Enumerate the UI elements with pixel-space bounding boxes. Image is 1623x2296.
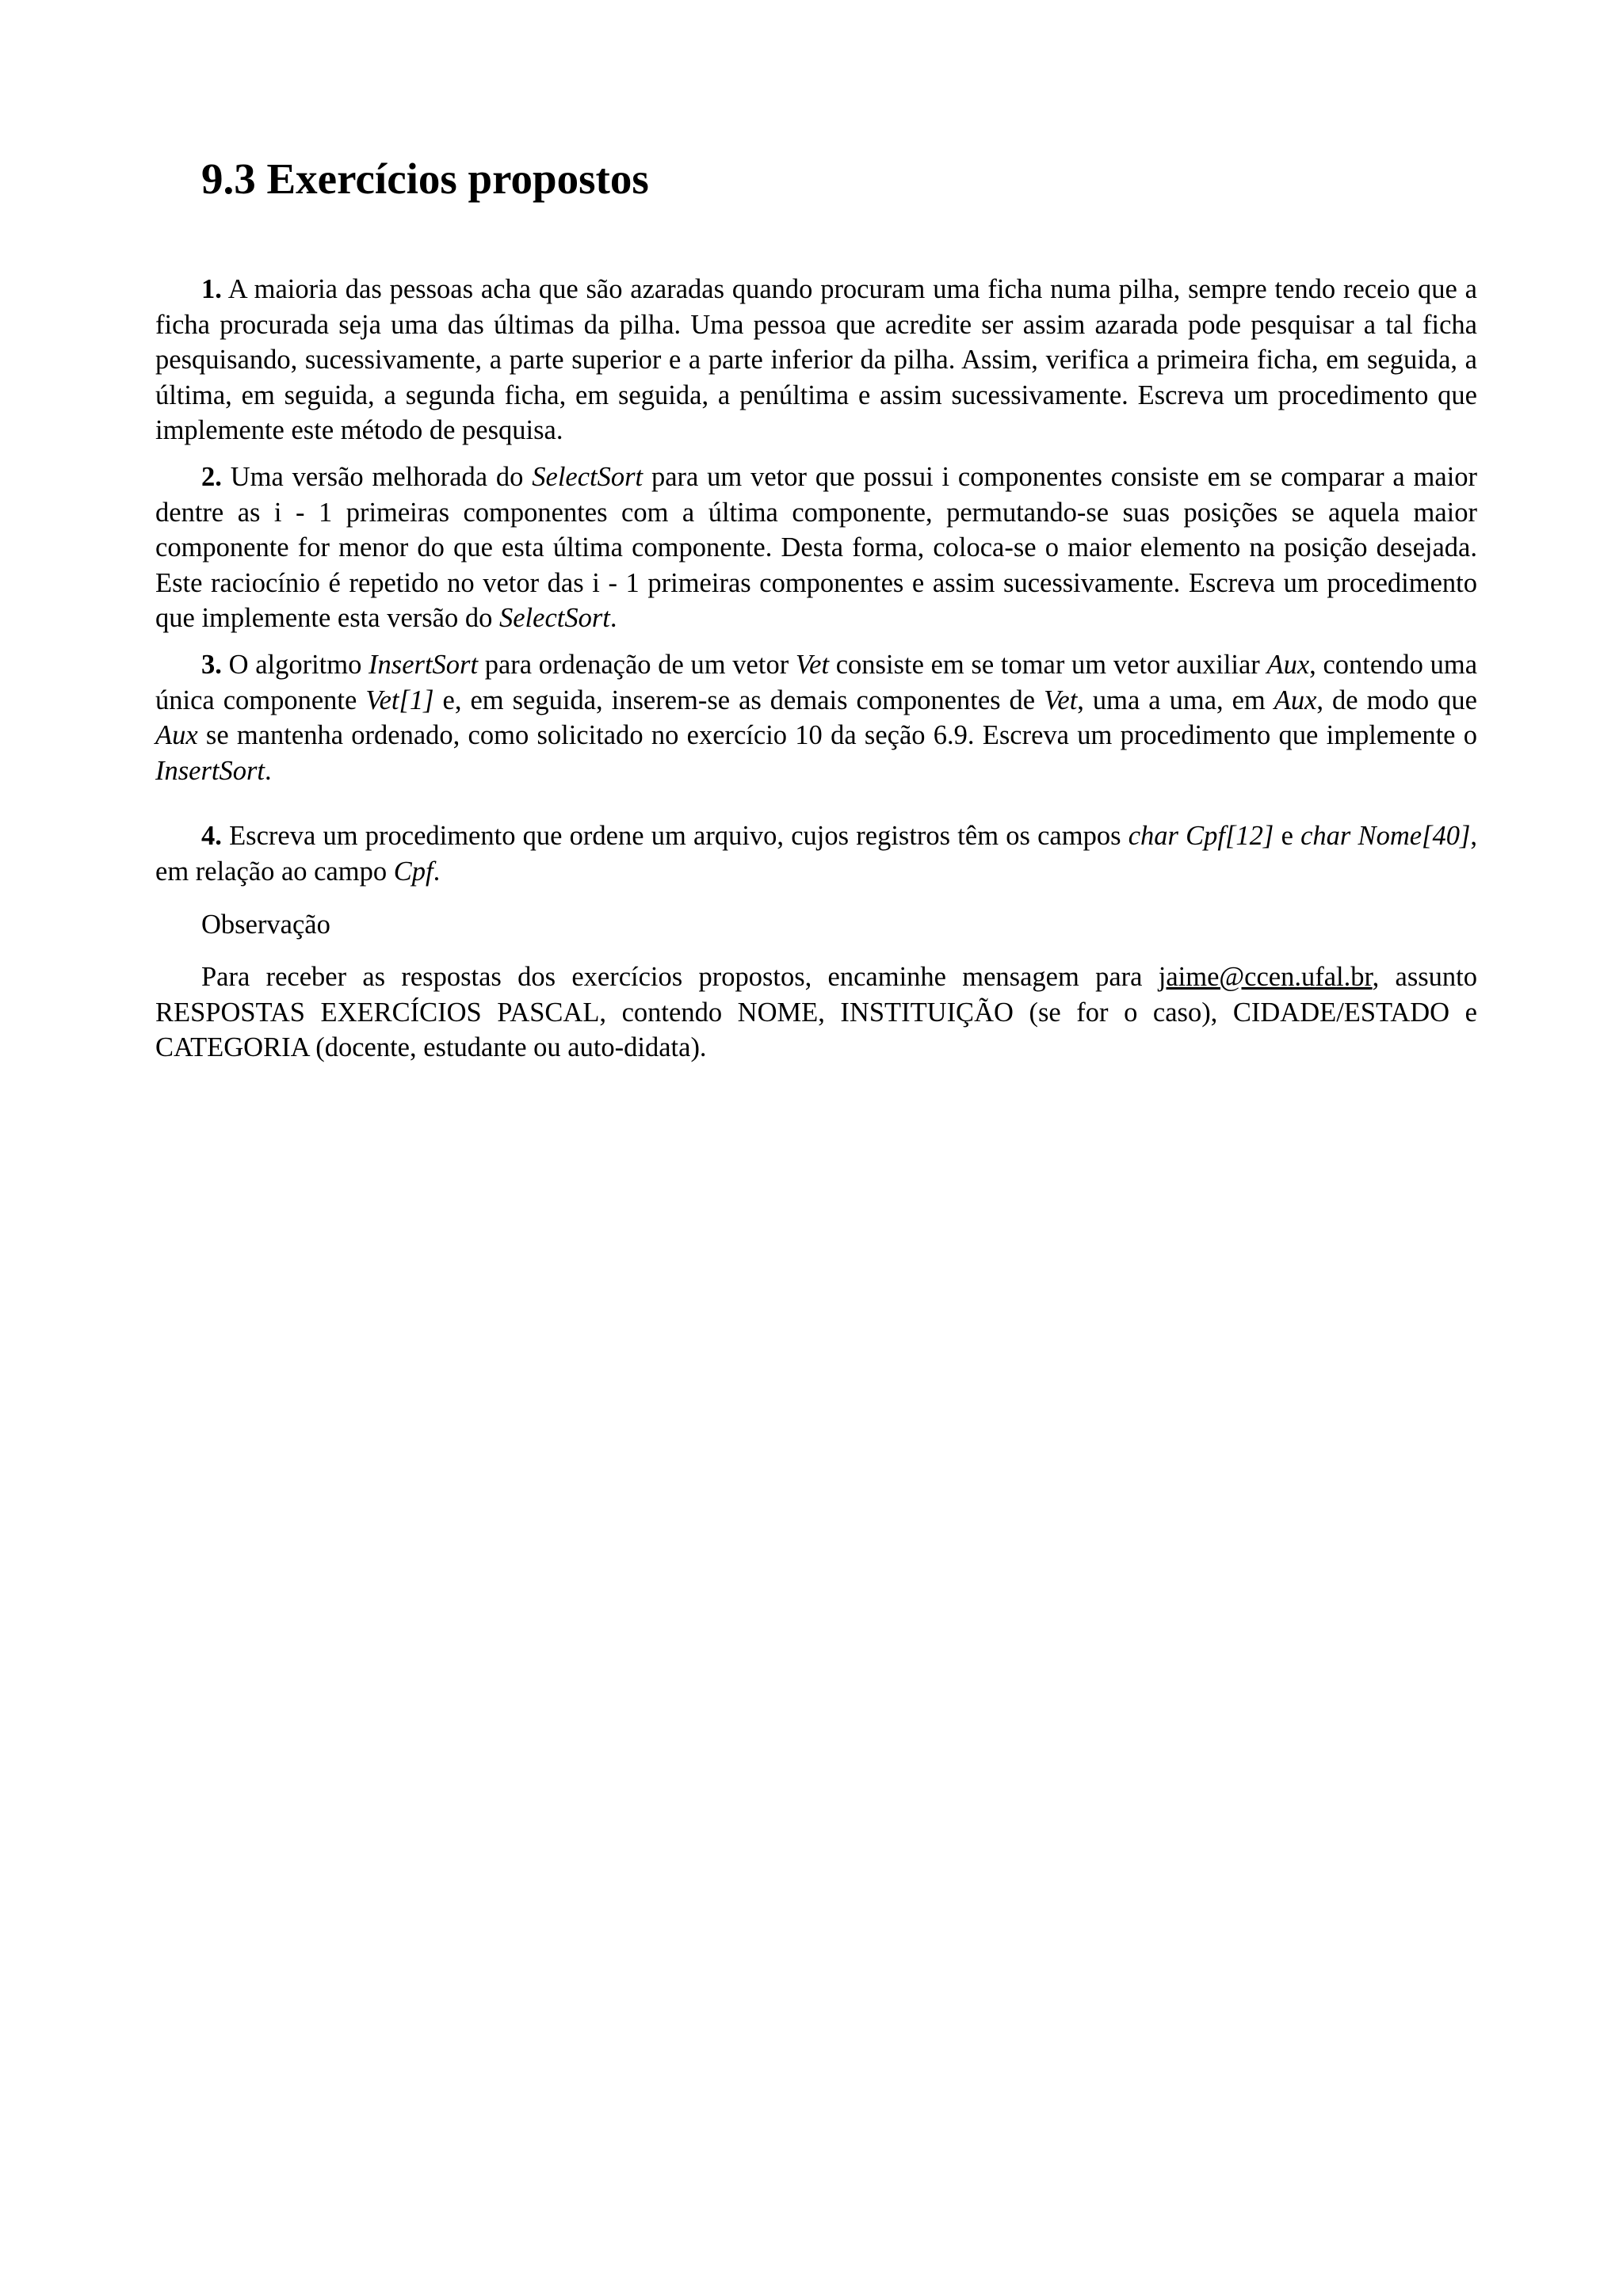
exercise-list <box>155 272 1477 1066</box>
variable-name: Aux <box>155 720 198 751</box>
exercise-text: , em relação ao campo <box>155 821 1478 887</box>
exercise-text: A maioria das pessoas acha que são azaradas quando procuram uma ficha numa pilha, sempre tendo receio que a ficha procurada seja uma das últimas da pilha. Uma pessoa que acredite ser assim azarada pode pesquisar a tal ficha pesquisando, sucessivamente, a parte superior e a parte inferior da pilha. Assim, verifica a primeira ficha, em seguida, a última, em seguida, a segunda ficha, em seguida, a penúltima e assim sucessivamente. Escreva um procedimento que implemente este método de pesquisa. <box>155 274 1477 446</box>
field-declaration: char Nome[40] <box>1300 821 1471 852</box>
exercise-text: consiste em se tomar um vetor auxiliar <box>829 649 1267 680</box>
exercise-text: para ordenação de um vetor <box>478 649 796 680</box>
exercise-text: , uma a uma, em <box>1077 685 1274 715</box>
exercise-text: e <box>1274 821 1301 852</box>
exercise-2 <box>155 460 1477 636</box>
exercise-text: se mantenha ordenado, como solicitado no exercício 10 da seção 6.9. Escreva um procedimento que implemente o <box>197 720 1477 751</box>
exercise-text: e, em seguida, inserem-se as demais componentes de <box>433 685 1044 715</box>
observation-label: Observação <box>201 909 330 940</box>
algorithm-name: SelectSort <box>532 461 643 492</box>
exercise-text: para um vetor que possui i componentes consiste em se comparar a maior dentre as i - 1 primeiras componentes com a última componente, permutando-se suas posições se aquela maior componente for menor do que esta última componente. Desta forma, coloca-se o maior elemento na posição desejada. Este raciocínio é repetido no vetor das i - 1 primeiras componentes e assim sucessivamente. Escreva um procedimento que implemente esta versão do <box>155 461 1478 634</box>
exercise-text: Escreva um procedimento que ordene um arquivo, cujos registros têm os campos <box>229 821 1128 852</box>
email-link[interactable]: jaime@ccen.ufal.br <box>1158 962 1373 993</box>
variable-name: Vet[1] <box>365 685 434 715</box>
exercise-number: 1. <box>201 274 222 304</box>
exercise-text: Uma versão melhorada do <box>230 461 533 492</box>
variable-name: Vet <box>1044 685 1078 715</box>
exercise-text: . <box>265 755 272 786</box>
exercise-number: 3. <box>201 649 222 680</box>
observation-text <box>155 959 1477 1066</box>
exercise-number: 2. <box>201 461 222 492</box>
exercise-4 <box>155 818 1477 889</box>
exercise-text: , contendo uma única componente <box>155 649 1478 715</box>
variable-name: Vet <box>795 649 830 680</box>
exercise-text: . <box>609 603 617 634</box>
variable-name: Aux <box>1274 685 1317 715</box>
algorithm-name: InsertSort <box>155 755 265 786</box>
variable-name: Aux <box>1266 649 1310 680</box>
field-name: Cpf <box>393 856 433 887</box>
field-declaration: char Cpf[12] <box>1128 821 1274 852</box>
observation-text-end: , assunto RESPOSTAS EXERCÍCIOS PASCAL, contendo NOME, INSTITUIÇÃO (se for o caso), CIDADE/ESTADO e CATEGORIA (docente, estudante ou auto-didata). <box>155 962 1478 1063</box>
observation-text-start: Para receber as respostas dos exercícios propostos, encaminhe mensagem para <box>201 962 1159 993</box>
exercise-3 <box>155 647 1477 788</box>
exercise-text: O algoritmo <box>228 649 369 680</box>
exercise-number: 4. <box>201 821 222 852</box>
exercise-text: , de modo que <box>1316 685 1477 715</box>
algorithm-name: SelectSort <box>498 603 610 634</box>
section-heading: 9.3 Exercícios propostos <box>201 154 649 203</box>
exercise-text: . <box>433 856 441 887</box>
exercise-1 <box>155 272 1477 448</box>
algorithm-name: InsertSort <box>369 649 479 680</box>
